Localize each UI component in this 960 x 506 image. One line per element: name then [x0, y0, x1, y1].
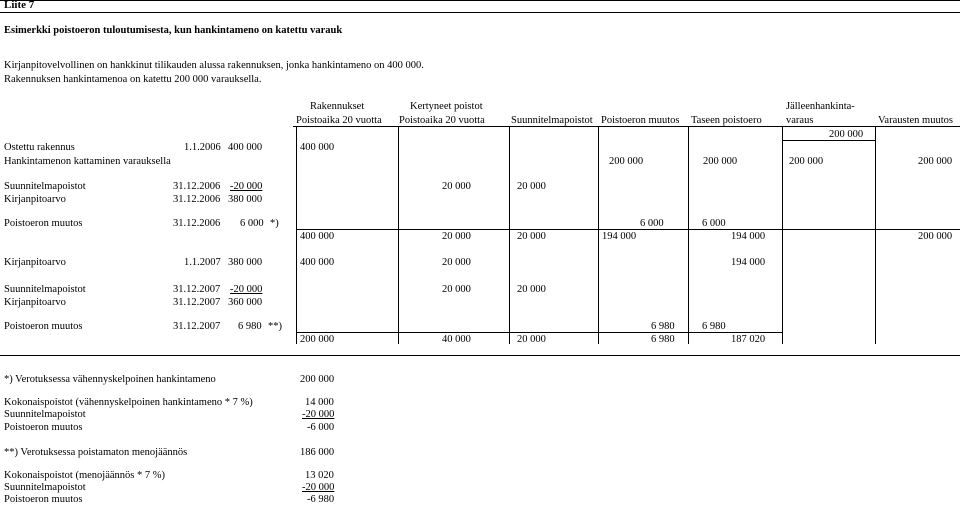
sp07-planned: 20 000 [517, 284, 546, 295]
col-sep-4 [598, 126, 599, 344]
sp07-date: 31.12.2007 [173, 284, 221, 295]
tot07-planned: 20 000 [517, 334, 546, 345]
kp0701-date: 1.1.2007 [184, 257, 221, 268]
pm07-diff-change: 6 980 [651, 321, 675, 332]
tot06-res-change: 200 000 [918, 231, 953, 242]
note-4-value: -6 000 [307, 422, 335, 433]
pm06-bs-diff: 6 000 [702, 218, 726, 229]
pm07-mark: **) [268, 321, 282, 332]
pm06-amount: 6 000 [240, 218, 264, 229]
sp06-accum: 20 000 [442, 181, 471, 192]
col-sep-2 [398, 126, 399, 344]
header-rule [0, 12, 960, 13]
tot07-accum: 40 000 [442, 334, 471, 345]
note-7-value: -20 000 [302, 482, 335, 493]
kp06-date: 31.12.2006 [173, 194, 221, 205]
note-8-label: Poistoeron muutos [4, 494, 83, 505]
pm06-label: Poistoeron muutos [4, 218, 83, 229]
col-sep-1 [296, 126, 297, 344]
kp07-date: 31.12.2007 [173, 297, 221, 308]
note-1-value: 200 000 [300, 374, 335, 385]
note-7-label: Suunnitelmapoistot [4, 482, 86, 493]
repl-initial: 200 000 [829, 129, 864, 140]
col-sep-5 [688, 126, 689, 344]
pm07-bs-diff: 6 980 [702, 321, 726, 332]
note-6-label: Kokonaispoistot (menojäännös * 7 %) [4, 470, 165, 481]
header-diff-change: Poistoeron muutos [601, 115, 680, 126]
purchase-label: Ostettu rakennus [4, 142, 75, 153]
tot06-repl: 194 000 [731, 231, 766, 242]
header-res-change: Varausten muutos [878, 115, 953, 126]
intro-line-2: Rakennuksen hankintamenoa on katettu 200 000 varauksella. [4, 74, 262, 85]
header-repl-bottom: varaus [786, 115, 814, 126]
pm06-mark: *) [270, 218, 279, 229]
kp0701-label: Kirjanpitoarvo [4, 257, 66, 268]
tot06-buildings: 400 000 [300, 231, 335, 242]
note-2-value: 14 000 [305, 397, 334, 408]
tot06-accum: 20 000 [442, 231, 471, 242]
purchase-col1: 400 000 [300, 142, 335, 153]
tot07-bs-diff: 187 020 [731, 334, 766, 345]
note-5-label: **) Verotuksessa poistamaton menojäännös [4, 447, 188, 458]
header-accum-top: Kertyneet poistot [410, 101, 483, 112]
sp07-amount: -20 000 [230, 284, 263, 295]
cover-diff-change: 200 000 [609, 156, 644, 167]
cover-res-change: 200 000 [918, 156, 953, 167]
sp06-planned: 20 000 [517, 181, 546, 192]
pm06-diff-change: 6 000 [640, 218, 664, 229]
header-underline [293, 126, 960, 127]
kp0701-buildings: 400 000 [300, 257, 335, 268]
intro-line-1: Kirjanpitovelvollinen on hankkinut tilikauden alussa rakennuksen, jonka hankintameno on 400 000. [4, 60, 424, 71]
tot07-buildings: 200 000 [300, 334, 335, 345]
pm07-date: 31.12.2007 [173, 321, 221, 332]
cover-label: Hankintamenon kattaminen varauksella [4, 156, 171, 167]
kp06-label: Kirjanpitoarvo [4, 194, 66, 205]
repl-initial-rule [782, 140, 875, 141]
tot06-planned: 20 000 [517, 231, 546, 242]
kp0701-bs-diff: 194 000 [731, 257, 766, 268]
note-4-label: Poistoeron muutos [4, 422, 83, 433]
header-repl-top: Jälleenhankinta- [786, 101, 855, 112]
note-5-value: 186 000 [300, 447, 335, 458]
header-planned: Suunnitelmapoistot [511, 115, 593, 126]
sp07-label: Suunnitelmapoistot [4, 284, 86, 295]
sp06-label: Suunnitelmapoistot [4, 181, 86, 192]
col-sep-6 [782, 126, 783, 344]
kp06-amount: 380 000 [228, 194, 263, 205]
totals-2007-rule [296, 332, 782, 333]
purchase-amount: 400 000 [228, 142, 263, 153]
header-accum-bottom: Poistoaika 20 vuotta [399, 115, 485, 126]
cover-repl: 200 000 [789, 156, 824, 167]
notes-rule [0, 355, 960, 356]
totals-2006-rule [296, 229, 960, 230]
document-title: Esimerkki poistoeron tuloutumisesta, kun hankintameno on katettu varauk [4, 25, 343, 36]
note-8-value: -6 980 [307, 494, 335, 505]
note-2-label: Kokonaispoistot (vähennyskelpoinen hankintameno * 7 %) [4, 397, 253, 408]
tot06-diff-change: 194 000 [602, 231, 637, 242]
header-bs-diff: Taseen poistoero [691, 115, 762, 126]
sp06-date: 31.12.2006 [173, 181, 221, 192]
col-sep-3 [509, 126, 510, 344]
note-1-label: *) Verotuksessa vähennyskelpoinen hankintameno [4, 374, 216, 385]
kp07-amount: 360 000 [228, 297, 263, 308]
pm07-amount: 6 980 [238, 321, 262, 332]
header-buildings-bottom: Poistoaika 20 vuotta [296, 115, 382, 126]
note-6-value: 13 020 [305, 470, 334, 481]
tot07-diff-change: 6 980 [651, 334, 675, 345]
kp0701-accum: 20 000 [442, 257, 471, 268]
sp06-amount: -20 000 [230, 181, 263, 192]
sp07-accum: 20 000 [442, 284, 471, 295]
appendix-label: Liite 7 [4, 0, 35, 11]
pm06-date: 31.12.2006 [173, 218, 221, 229]
purchase-date: 1.1.2006 [184, 142, 221, 153]
kp0701-amount: 380 000 [228, 257, 263, 268]
col-sep-7 [875, 126, 876, 344]
note-3-label: Suunnitelmapoistot [4, 409, 86, 420]
top-rule [0, 0, 960, 1]
pm07-label: Poistoeron muutos [4, 321, 83, 332]
cover-bs-diff: 200 000 [703, 156, 738, 167]
kp07-label: Kirjanpitoarvo [4, 297, 66, 308]
note-3-value: -20 000 [302, 409, 335, 420]
header-buildings-top: Rakennukset [310, 101, 365, 112]
